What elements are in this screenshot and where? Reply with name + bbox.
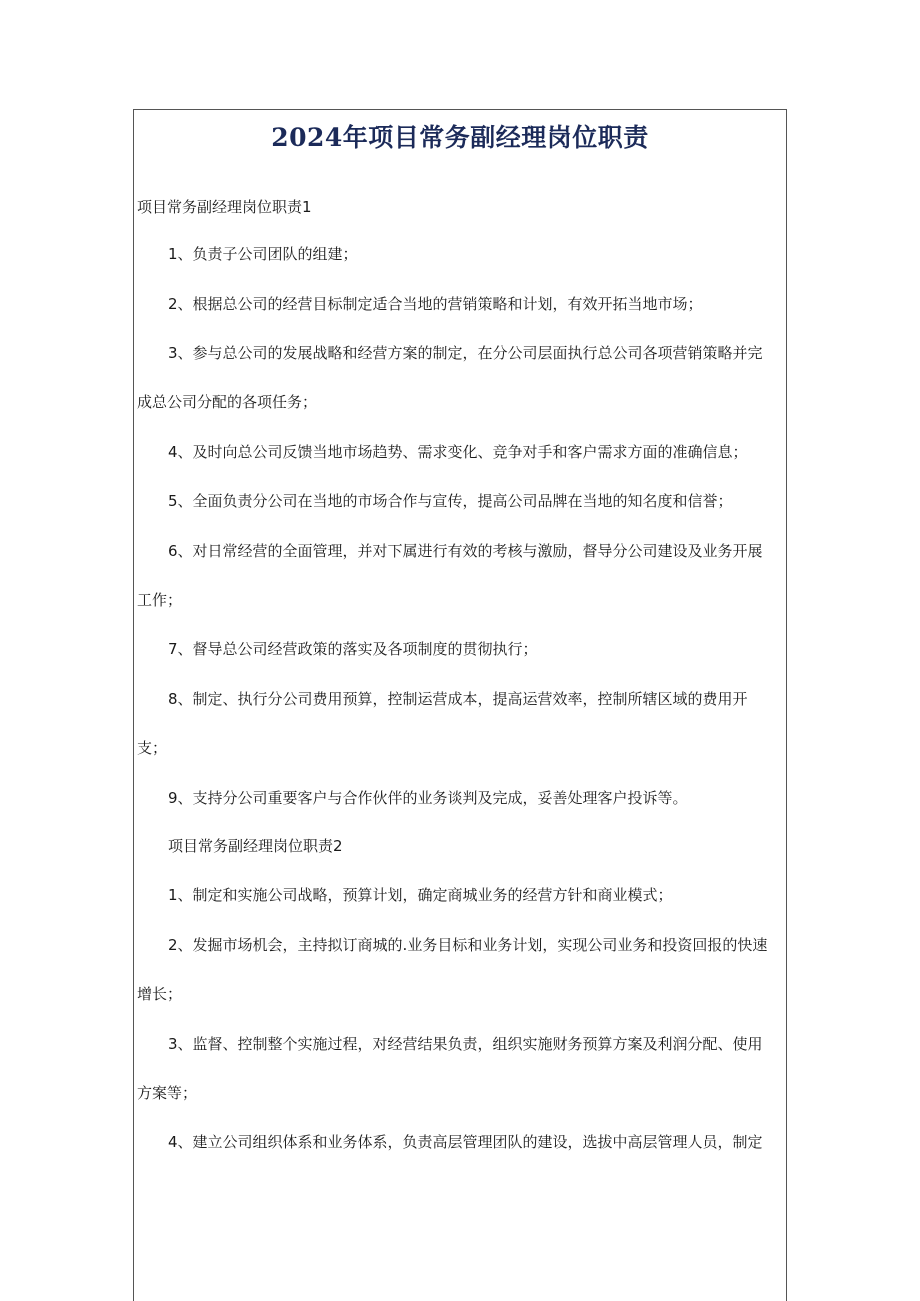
- paragraph-line: 8、制定、执行分公司费用预算，控制运营成本，提高运营效率，控制所辖区域的费用开: [168, 690, 748, 708]
- section-heading-2: 项目常务副经理岗位职责2: [168, 837, 343, 855]
- paragraph-line: 3、参与总公司的发展战略和经营方案的制定，在分公司层面执行总公司各项营销策略并完: [168, 344, 763, 362]
- section-heading-1: 项目常务副经理岗位职责1: [137, 198, 312, 216]
- paragraph-line: 2、根据总公司的经营目标制定适合当地的营销策略和计划，有效开拓当地市场；: [168, 295, 703, 313]
- paragraph-line: 4、及时向总公司反馈当地市场趋势、需求变化、竞争对手和客户需求方面的准确信息；: [168, 443, 748, 461]
- paragraph-line: 1、负责子公司团队的组建；: [168, 245, 358, 263]
- paragraph-line: 工作；: [137, 591, 183, 609]
- paragraph-line: 4、建立公司组织体系和业务体系，负责高层管理团队的建设，选拔中高层管理人员，制定: [168, 1133, 763, 1151]
- document-title: 2024年项目常务副经理岗位职责: [271, 123, 649, 152]
- paragraph-line: 方案等；: [137, 1084, 198, 1102]
- paragraph-line: 3、监督、控制整个实施过程，对经营结果负责，组织实施财务预算方案及利润分配、使用: [168, 1035, 763, 1053]
- paragraph-line: 支；: [137, 739, 168, 757]
- paragraph-line: 1、制定和实施公司战略，预算计划，确定商城业务的经营方针和商业模式；: [168, 886, 673, 904]
- paragraph-line: 9、支持分公司重要客户与合作伙伴的业务谈判及完成，妥善处理客户投诉等。: [168, 789, 688, 807]
- document-page: [133, 109, 787, 1301]
- paragraph-line: 5、全面负责分公司在当地的市场合作与宣传，提高公司品牌在当地的知名度和信誉；: [168, 492, 733, 510]
- paragraph-line: 6、对日常经营的全面管理，并对下属进行有效的考核与激励，督导分公司建设及业务开展: [168, 542, 763, 560]
- paragraph-line: 2、发掘市场机会，主持拟订商城的.业务目标和业务计划，实现公司业务和投资回报的快速: [168, 936, 768, 954]
- paragraph-line: 7、督导总公司经营政策的落实及各项制度的贯彻执行；: [168, 640, 538, 658]
- paragraph-line: 成总公司分配的各项任务；: [137, 393, 318, 411]
- paragraph-line: 增长；: [137, 985, 183, 1003]
